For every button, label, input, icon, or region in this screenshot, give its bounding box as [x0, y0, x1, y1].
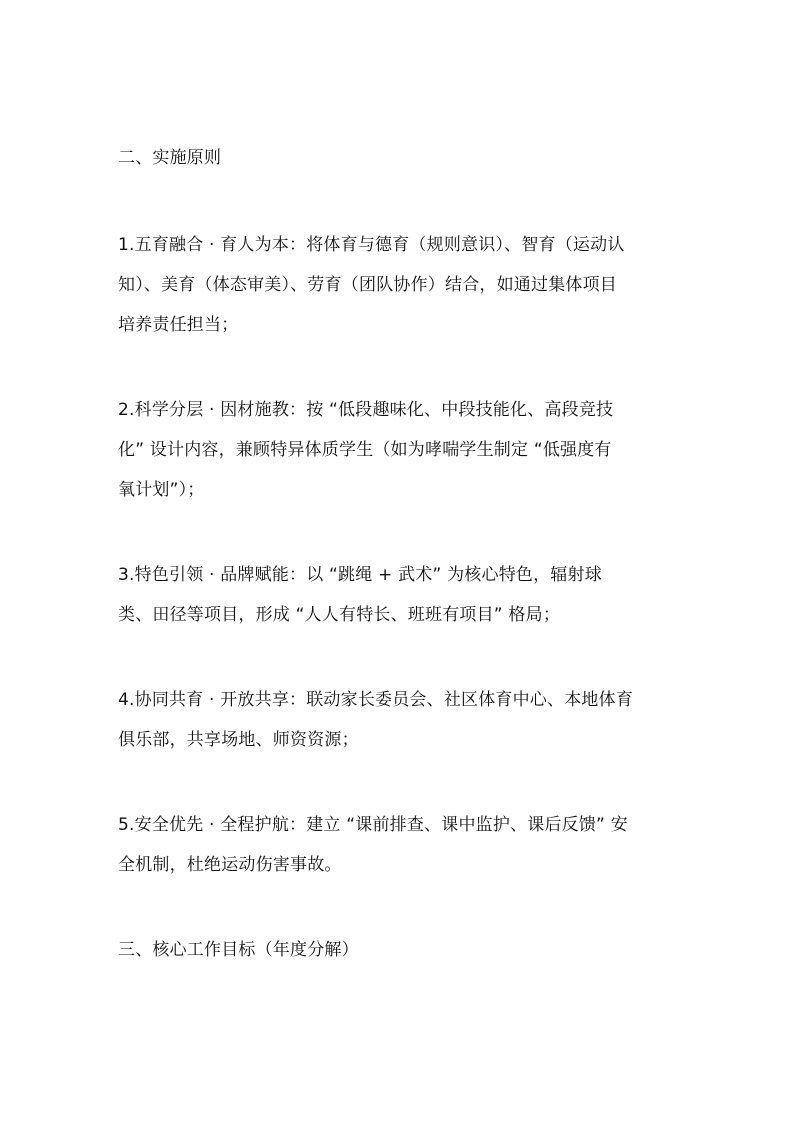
principle-5-line-1: 5.安全优先 · 全程护航：建立 “课前排查、课中监护、课后反馈” 安 [118, 815, 628, 835]
principle-2-line-3: 氧计划”）； [118, 480, 205, 500]
principle-1-line-3: 培养责任担当； [118, 315, 239, 335]
principle-1-line-1: 1.五育融合 · 育人为本：将体育与德育（规则意识）、智育（运动认 [118, 235, 625, 255]
principle-4-line-1: 4.协同共育 · 开放共享：联动家长委员会、社区体育中心、本地体育 [118, 690, 634, 710]
principle-3-line-1: 3.特色引领 · 品牌赋能：以 “跳绳 + 武术” 为核心特色，辐射球 [118, 565, 602, 585]
section-heading-implementation-principles: 二、实施原则 [118, 148, 222, 168]
principle-2-line-2: 化” 设计内容，兼顾特异体质学生（如为哮喘学生制定 “低强度有 [118, 440, 612, 460]
section-heading-core-goals: 三、核心工作目标（年度分解） [118, 940, 359, 960]
principle-3-line-2: 类、田径等项目，形成 “人人有特长、班班有项目” 格局； [118, 605, 561, 625]
principle-1-line-2: 知）、美育（体态审美）、劳育（团队协作）结合，如通过集体项目 [118, 275, 617, 295]
principle-5-line-2: 全机制，杜绝运动伤害事故。 [118, 855, 342, 875]
principle-4-line-2: 俱乐部，共享场地、师资资源； [118, 730, 359, 750]
principle-2-line-1: 2.科学分层 · 因材施教：按 “低段趣味化、中段技能化、高段竞技 [118, 400, 614, 420]
